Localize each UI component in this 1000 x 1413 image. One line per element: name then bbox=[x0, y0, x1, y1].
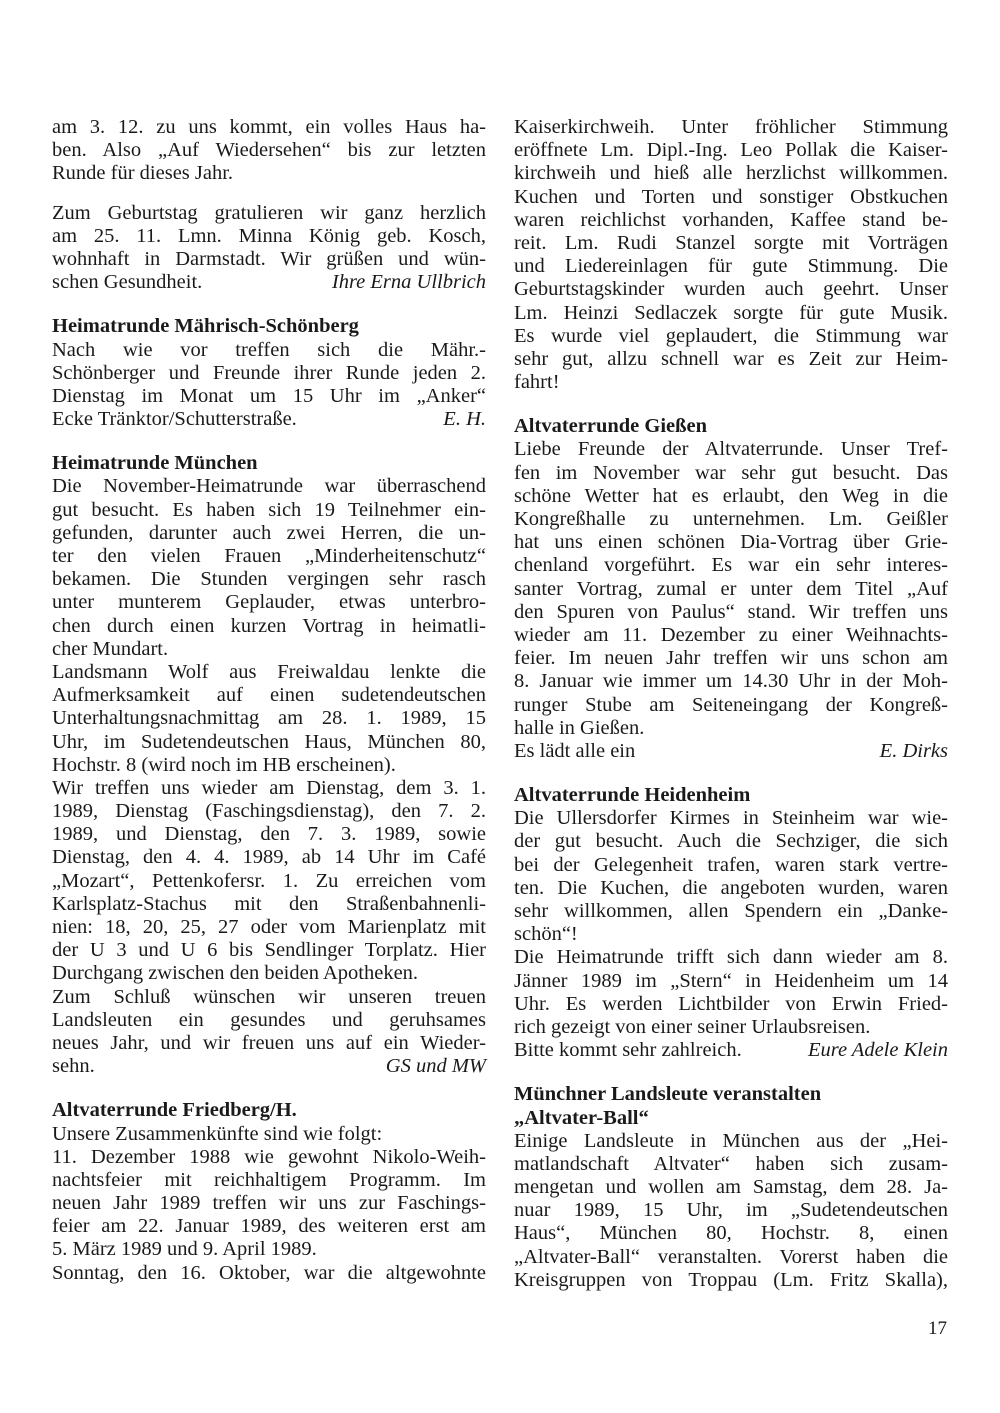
text-line: chenland vorgeführt. Es war ein sehr interes- bbox=[514, 554, 948, 577]
text-line: und Liedereinlagen für gute Stimmung. Die bbox=[514, 255, 948, 278]
text-line: Uhr, im Sudetendeutschen Haus, München 80, bbox=[52, 730, 486, 753]
text-line: „Altvater-Ball“ veranstalten. Vorerst haben die bbox=[514, 1245, 948, 1268]
text-line bbox=[52, 408, 486, 431]
text-line: santer Vortrag, zumal er unter dem Titel „Auf bbox=[514, 577, 948, 600]
article-section bbox=[52, 315, 486, 431]
text-line: Es wurde viel geplaudert, die Stimmung war bbox=[514, 324, 948, 347]
section-heading: Heimatrunde München bbox=[52, 452, 258, 475]
text-line: Kongreßhalle zu unternehmen. Lm. Geißler bbox=[514, 508, 948, 530]
text-line: Zum Schluß wünschen wir unseren treuen bbox=[52, 985, 486, 1008]
text-line: schön“! bbox=[514, 923, 578, 946]
text-line: Kaiserkirchweih. Unter fröhlicher Stimmung bbox=[514, 116, 948, 138]
text-line: Dienstag im Monat um 15 Uhr im „Anker“ bbox=[52, 384, 486, 407]
text-line: chen durch einen kurzen Vortrag in heimatli- bbox=[52, 614, 486, 637]
text-line: kirchweih und hieß alle herzlichst willkommen. bbox=[514, 162, 948, 185]
text-line: bei der Gelegenheit trafen, waren stark vertre- bbox=[514, 853, 948, 876]
author-signature: Eure Adele Klein bbox=[807, 1039, 948, 1062]
text-line: waren reichlichst vorhanden, Kaffee stand be- bbox=[514, 208, 948, 231]
text-line: runger Stube am Seiteneingang der Kongreß- bbox=[514, 693, 948, 716]
text-line: nien: 18, 20, 25, 27 oder vom Marienplatz mit bbox=[52, 916, 486, 938]
text-line: mengetan und wollen am Samstag, dem 28. Ja- bbox=[514, 1176, 948, 1199]
paragraph bbox=[514, 807, 948, 946]
author-signature: E. Dirks bbox=[879, 739, 948, 762]
section-heading: Münchner Landsleute veranstalten bbox=[514, 1083, 822, 1106]
text-line: den Spuren von Paulus“ stand. Wir treffen uns bbox=[514, 600, 948, 623]
text-line: wohnhaft in Darmstadt. Wir grüßen und wün- bbox=[52, 247, 486, 270]
line-text: schen Gesundheit. bbox=[52, 271, 203, 294]
text-line: Die Ullersdorfer Kirmes in Steinheim war wie- bbox=[514, 807, 948, 830]
text-line: Die Heimatrunde trifft sich dann wieder am 8. bbox=[514, 946, 948, 969]
text-line: Uhr. Es werden Lichtbilder von Erwin Fried- bbox=[514, 992, 948, 1015]
text-line: neues Jahr, und wir freuen uns auf ein Wieder- bbox=[52, 1031, 486, 1054]
author-signature: E. H. bbox=[443, 408, 486, 431]
article-section bbox=[514, 415, 948, 763]
text-line: „Mozart“, Pettenkofersr. 1. Zu erreichen vom bbox=[52, 869, 486, 892]
text-line bbox=[52, 271, 486, 294]
line-text: sehn. bbox=[52, 1055, 95, 1078]
paragraph bbox=[52, 1146, 486, 1262]
paragraph bbox=[514, 1130, 948, 1292]
text-line: Kreisgruppen von Troppau (Lm. Fritz Skalla), bbox=[514, 1268, 948, 1291]
paragraph bbox=[514, 116, 948, 394]
text-line: nuar 1989, 15 Uhr, im „Sudetendeutschen bbox=[514, 1199, 948, 1222]
section-heading: Heimatrunde Mährisch-Schönberg bbox=[52, 315, 359, 338]
text-line: der U 3 und U 6 bis Sendlinger Torplatz. Hier bbox=[52, 939, 486, 962]
article-section bbox=[52, 116, 486, 294]
text-line: gut besucht. Es haben sich 19 Teilnehmer ein- bbox=[52, 498, 486, 521]
text-line: am 25. 11. Lmn. Minna König geb. Kosch, bbox=[52, 224, 486, 247]
text-line: Kuchen und Torten und sonstiger Obstkuchen bbox=[514, 185, 948, 208]
text-line: Runde für dieses Jahr. bbox=[52, 162, 234, 185]
text-line: Durchgang zwischen den beiden Apotheken. bbox=[52, 962, 419, 985]
text-line: cher Mundart. bbox=[52, 637, 169, 660]
paragraph bbox=[52, 116, 486, 186]
text-line: fahrt! bbox=[514, 371, 560, 394]
text-line: ben. Also „Auf Wiedersehen“ bis zur letzten bbox=[52, 139, 486, 162]
article-section bbox=[52, 1099, 486, 1285]
section-heading: Altvaterrunde Heidenheim bbox=[514, 784, 751, 807]
text-line: Karlsplatz-Stachus mit den Straßenbahnenli- bbox=[52, 892, 486, 915]
text-line: Jänner 1989 im „Stern“ in Heidenheim um 14 bbox=[514, 969, 948, 992]
line-text: Bitte kommt sehr zahlreich. bbox=[514, 1039, 742, 1062]
paragraph bbox=[52, 777, 486, 986]
text-line: rich gezeigt von einer seiner Urlaubsreisen. bbox=[514, 1015, 871, 1038]
paragraph bbox=[514, 438, 948, 739]
text-line: 1989, und Dienstag, den 7. 3. 1989, sowie bbox=[52, 823, 486, 846]
text-line: gefunden, darunter auch zwei Herren, die un- bbox=[52, 521, 486, 544]
line-text: Es lädt alle ein bbox=[514, 739, 636, 762]
text-line: Haus“, München 80, Hochstr. 8, einen bbox=[514, 1222, 948, 1245]
text-line: Geburtstagskinder wurden auch geehrt. Unser bbox=[514, 278, 948, 301]
text-line: am 3. 12. zu uns kommt, ein volles Haus ha- bbox=[52, 116, 486, 138]
article-section bbox=[514, 784, 948, 1062]
text-line: schöne Wetter hat es erlaubt, den Weg in die bbox=[514, 484, 948, 507]
section-heading: Altvaterrunde Friedberg/H. bbox=[52, 1099, 297, 1122]
text-line: Die November-Heimatrunde war überraschend bbox=[52, 475, 486, 498]
text-line: fen im November war sehr gut besucht. Das bbox=[514, 461, 948, 484]
text-line: Sonntag, den 16. Oktober, war die altgewohnte bbox=[52, 1261, 486, 1284]
text-line: Hochstr. 8 (wird noch im HB erscheinen). bbox=[52, 753, 396, 776]
right-column bbox=[514, 116, 948, 1292]
text-line: Unterhaltungsnachmittag am 28. 1. 1989, 15 bbox=[52, 707, 486, 730]
paragraph bbox=[514, 946, 948, 1039]
paragraph bbox=[52, 202, 486, 295]
article-section bbox=[514, 116, 948, 394]
paragraph bbox=[52, 339, 486, 432]
text-line: wieder am 11. Dezember zu einer Weihnachts- bbox=[514, 623, 948, 646]
paragraph bbox=[52, 986, 486, 1079]
text-line: neuen Jahr 1989 treffen wir uns zur Faschings- bbox=[52, 1192, 486, 1215]
text-line: unter munterem Geplauder, etwas unterbro- bbox=[52, 591, 486, 614]
text-line: Liebe Freunde der Altvaterrunde. Unser Tref- bbox=[514, 438, 948, 461]
text-line: 5. März 1989 und 9. April 1989. bbox=[52, 1238, 317, 1261]
text-line: Schönberger und Freunde ihrer Runde jeden 2. bbox=[52, 361, 486, 384]
text-line: Dienstag, den 4. 4. 1989, ab 14 Uhr im Café bbox=[52, 846, 486, 869]
text-line: Wir treffen uns wieder am Dienstag, dem 3. 1. bbox=[52, 776, 486, 799]
text-line bbox=[52, 1055, 486, 1078]
page-number: 17 bbox=[928, 1318, 947, 1339]
section-heading: „Altvater-Ball“ bbox=[514, 1106, 649, 1129]
text-line: 11. Dezember 1988 wie gewohnt Nikolo-Weih- bbox=[52, 1145, 486, 1168]
text-line: Landsleuten ein gesundes und geruhsames bbox=[52, 1008, 486, 1031]
paragraph bbox=[52, 661, 486, 777]
text-line: eröffnete Lm. Dipl.-Ing. Leo Pollak die Kaiser- bbox=[514, 139, 948, 162]
section-heading: Altvaterrunde Gießen bbox=[514, 415, 708, 438]
text-line bbox=[514, 740, 948, 763]
text-line: ter den vielen Frauen „Minderheitenschutz“ bbox=[52, 545, 486, 567]
text-line: feier. Im neuen Jahr treffen wir uns schon am bbox=[514, 647, 948, 670]
article-section bbox=[514, 1083, 948, 1292]
text-line: sehr gut, allzu schnell war es Zeit zur Heim- bbox=[514, 347, 948, 370]
paragraph bbox=[52, 1123, 486, 1146]
article-section bbox=[52, 452, 486, 1078]
paragraph bbox=[514, 740, 948, 763]
text-line: 1989, Dienstag (Faschingsdienstag), den 7. 2. bbox=[52, 800, 486, 823]
text-line: Einige Landsleute in München aus der „Hei- bbox=[514, 1129, 948, 1152]
author-signature: GS und MW bbox=[385, 1055, 486, 1078]
text-line: halle in Gießen. bbox=[514, 716, 645, 739]
text-line: feier am 22. Januar 1989, des weiteren erst am bbox=[52, 1215, 486, 1238]
paragraph bbox=[514, 1039, 948, 1062]
text-line: matlandschaft Altvater“ haben sich zusam- bbox=[514, 1152, 948, 1175]
text-line: Landsmann Wolf aus Freiwaldau lenkte die bbox=[52, 660, 486, 683]
text-line: nachtsfeier mit reichhaltigem Programm. Im bbox=[52, 1168, 486, 1191]
text-line: 8. Januar wie immer um 14.30 Uhr in der Moh- bbox=[514, 670, 948, 693]
line-text: Ecke Tränktor/Schutterstraße. bbox=[52, 408, 297, 431]
text-line: Unsere Zusammenkünfte sind wie folgt: bbox=[52, 1122, 383, 1145]
text-line: ten. Die Kuchen, die angeboten wurden, waren bbox=[514, 876, 948, 899]
text-line: bekamen. Die Stunden vergingen sehr rasch bbox=[52, 568, 486, 591]
author-signature: Ihre Erna Ullbrich bbox=[331, 271, 486, 294]
text-line bbox=[514, 1039, 948, 1062]
paragraph bbox=[52, 1262, 486, 1285]
text-line: Lm. Heinzi Sedlaczek sorgte für gute Musik. bbox=[514, 301, 948, 324]
paragraph bbox=[52, 475, 486, 661]
text-line: der gut besucht. Auch die Sechziger, die sich bbox=[514, 830, 948, 853]
text-line: Aufmerksamkeit auf einen sudetendeutschen bbox=[52, 684, 486, 707]
text-line: Nach wie vor treffen sich die Mähr.- bbox=[52, 338, 486, 361]
text-line: hat uns einen schönen Dia-Vortrag über Grie- bbox=[514, 531, 948, 554]
text-line: Zum Geburtstag gratulieren wir ganz herzlich bbox=[52, 201, 486, 224]
text-line: sehr willkommen, allen Spendern ein „Danke- bbox=[514, 900, 948, 922]
left-column bbox=[52, 116, 486, 1285]
text-line: reit. Lm. Rudi Stanzel sorgte mit Vorträgen bbox=[514, 231, 948, 254]
